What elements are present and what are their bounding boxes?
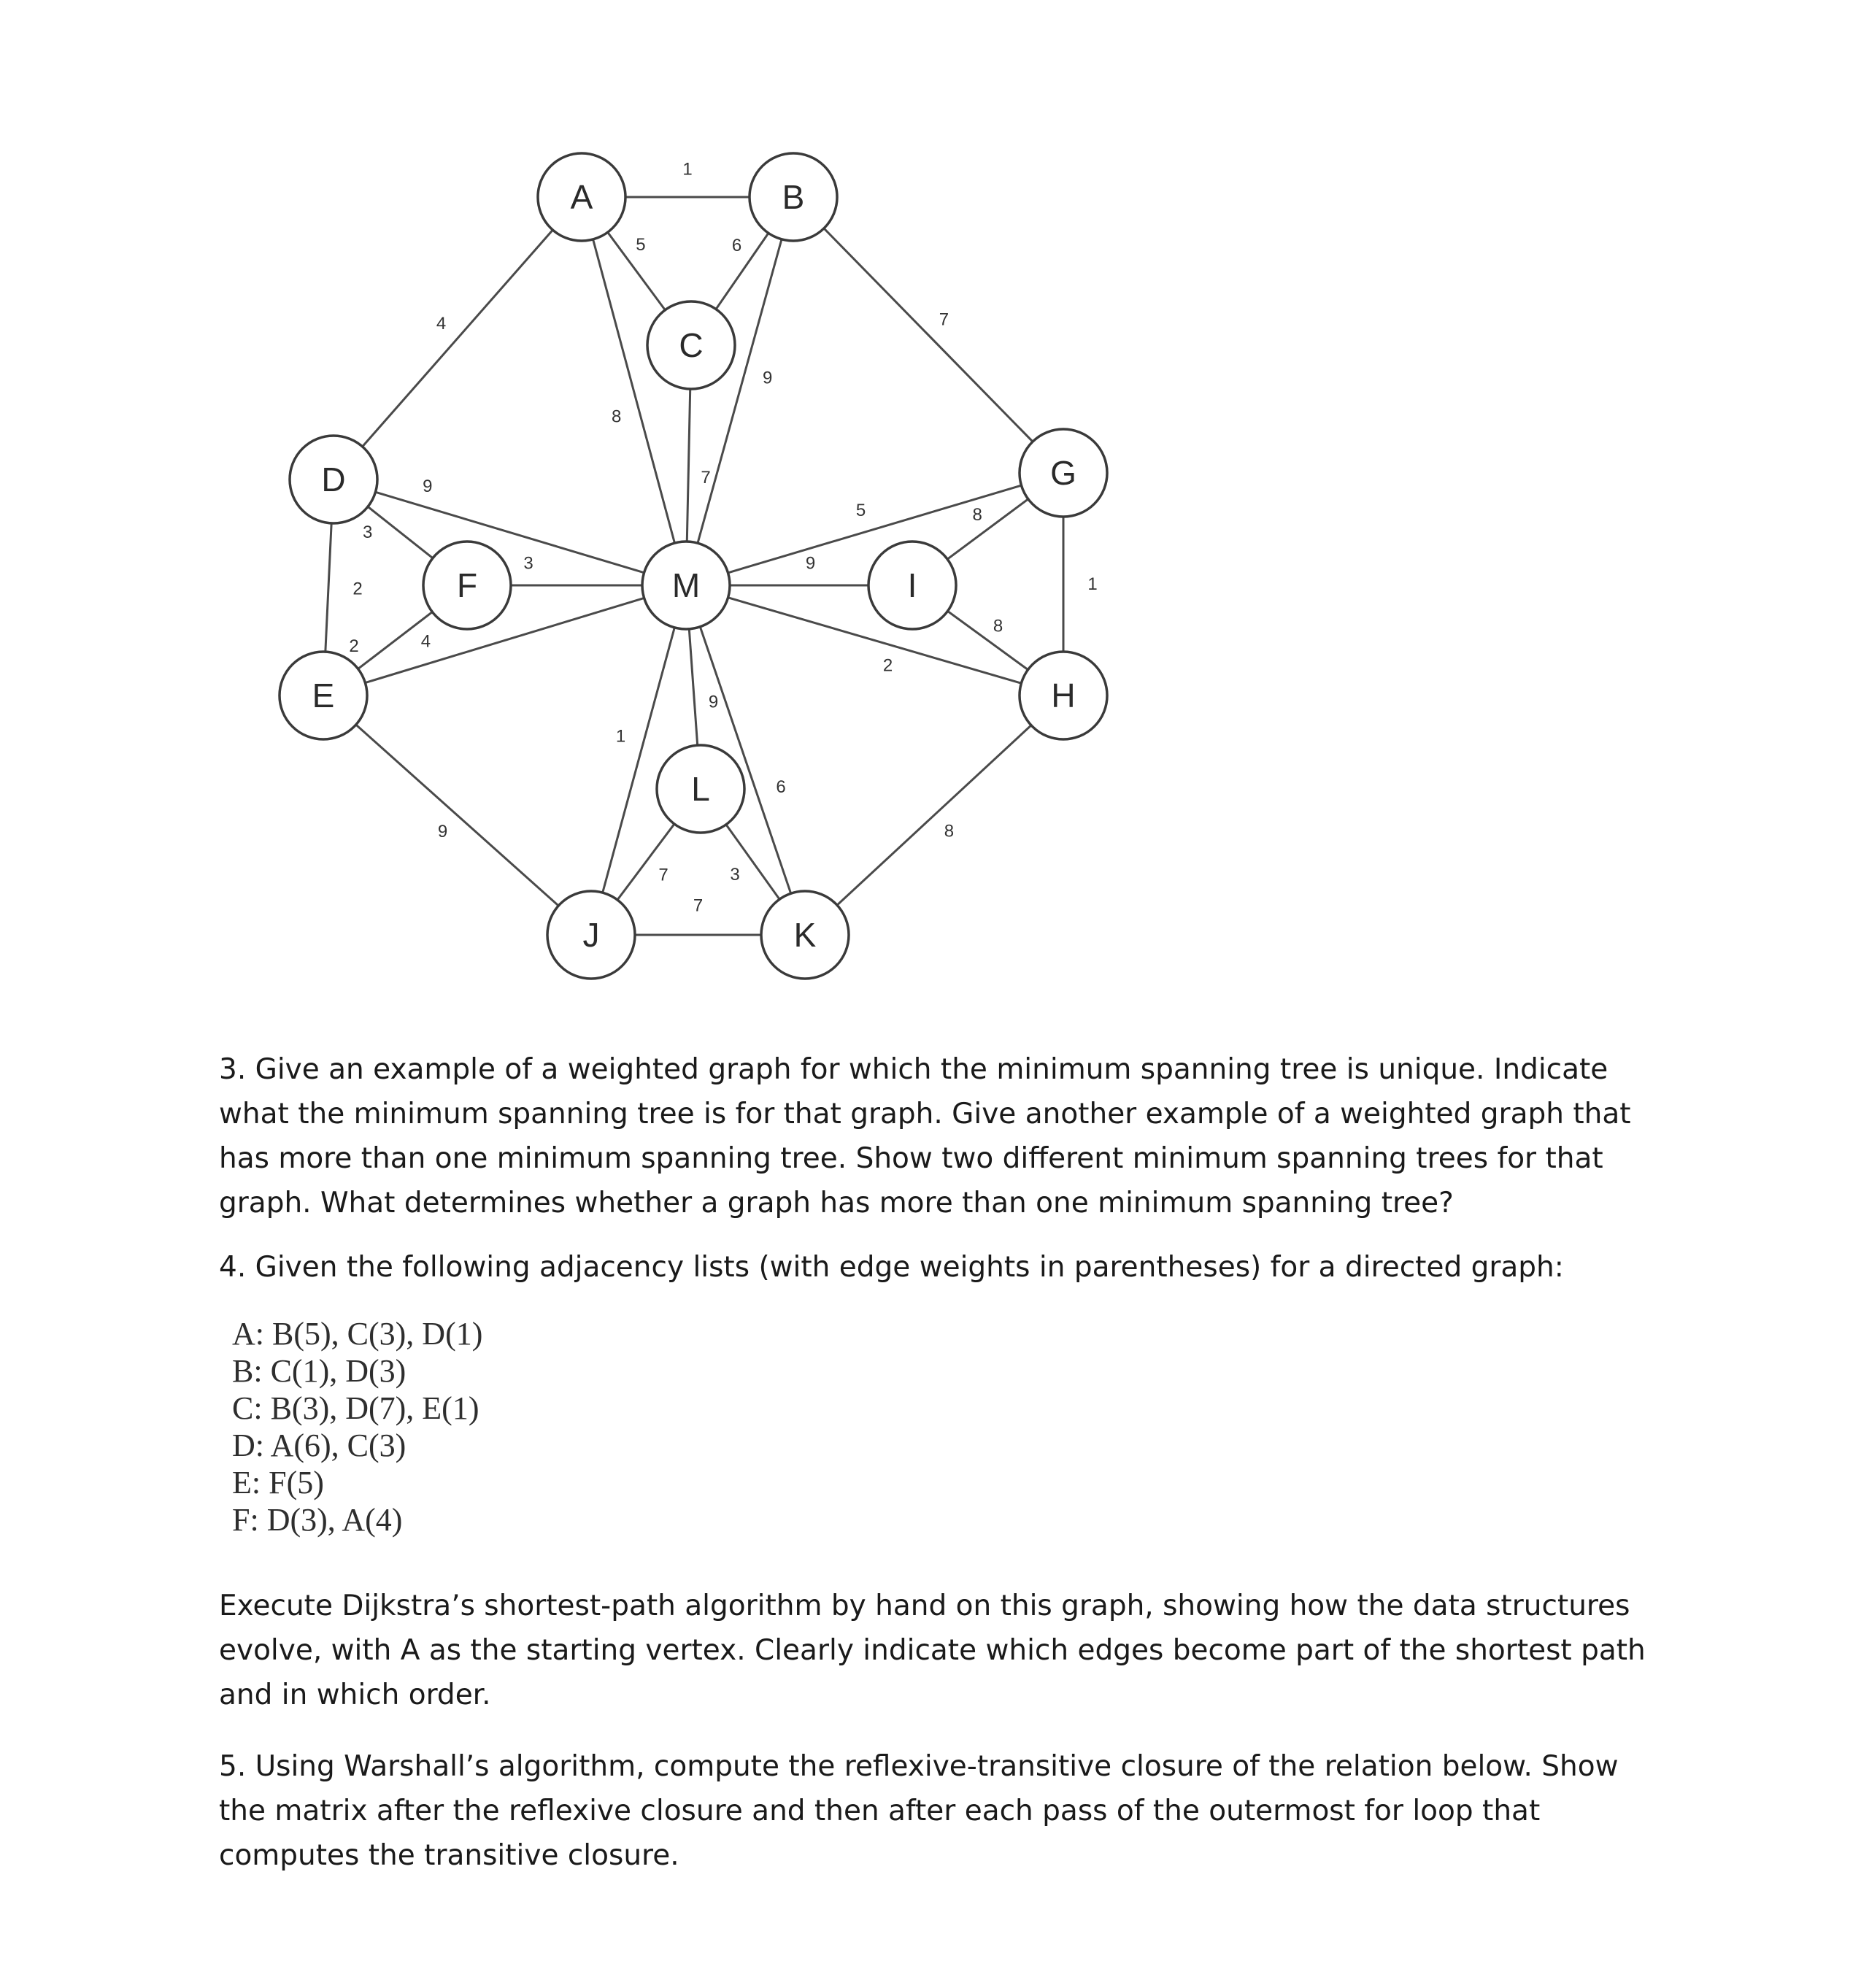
node-c xyxy=(647,301,735,389)
edge-a-d xyxy=(334,197,582,479)
weight-a-c: 5 xyxy=(636,235,646,255)
node-label-j: J xyxy=(582,916,600,954)
weight-a-b: 1 xyxy=(682,159,693,180)
adjacency-line-e: E: F(5) xyxy=(232,1465,324,1500)
weight-b-c: 6 xyxy=(731,235,742,255)
node-j xyxy=(547,891,635,979)
weight-h-k: 8 xyxy=(944,821,955,841)
node-g xyxy=(1020,429,1107,517)
node-label-d: D xyxy=(321,461,346,498)
weight-m-h: 2 xyxy=(882,655,893,676)
graph-nodes xyxy=(280,153,1107,979)
weight-c-m: 7 xyxy=(701,468,711,488)
edge-e-j xyxy=(323,696,591,935)
node-h xyxy=(1020,652,1107,739)
edge-d-m xyxy=(334,476,686,585)
node-label-a: A xyxy=(570,178,593,216)
node-label-c: C xyxy=(679,326,704,364)
node-b xyxy=(750,153,837,241)
weight-d-e: 2 xyxy=(352,579,363,599)
weight-b-m: 9 xyxy=(763,368,773,388)
adjacency-line-a: A: B(5), C(3), D(1) xyxy=(232,1316,483,1352)
weight-d-m: 9 xyxy=(423,476,433,496)
adjacency-line-d: D: A(6), C(3) xyxy=(232,1428,407,1463)
weight-m-k: 6 xyxy=(776,777,786,797)
node-label-g: G xyxy=(1050,454,1076,492)
weight-e-m: 4 xyxy=(420,631,431,652)
node-k xyxy=(761,891,849,979)
node-label-e: E xyxy=(312,677,335,714)
weight-m-g: 5 xyxy=(855,500,866,520)
node-e xyxy=(280,652,367,739)
node-label-i: I xyxy=(907,566,917,604)
edge-b-g xyxy=(793,197,1063,473)
edge-h-k xyxy=(805,696,1063,935)
node-f xyxy=(423,542,511,629)
node-a xyxy=(538,153,625,241)
question-5-text: 5. Using Warshall’s algorithm, compute the reflexive-transitive closure of the relation below. Show the matrix after the reflexive closure and then after each pass of the outermost for loop that computes the transitive closure. xyxy=(219,1750,1619,1872)
weight-l-k: 3 xyxy=(730,864,740,885)
weight-j-k: 7 xyxy=(693,895,704,916)
weight-e-j: 9 xyxy=(437,821,448,841)
node-label-k: K xyxy=(793,916,817,954)
weight-d-f: 3 xyxy=(363,523,373,543)
weight-i-h: 8 xyxy=(993,616,1003,636)
node-label-b: B xyxy=(782,178,805,216)
node-label-h: H xyxy=(1051,677,1076,714)
node-label-l: L xyxy=(691,770,710,808)
node-label-f: F xyxy=(456,566,478,604)
question-4-intro: 4. Given the following adjacency lists (with edge weights in parentheses) for a directed graph: xyxy=(219,1251,1564,1284)
weight-m-j: 1 xyxy=(615,726,626,747)
weight-l-j: 7 xyxy=(658,865,669,885)
node-l xyxy=(657,745,744,833)
weight-e-f: 2 xyxy=(349,636,359,656)
question-4-task-text: Execute Dijkstra’s shortest-path algorithm by hand on this graph, showing how the data structures evolve, with A as the starting vertex. Clearly indicate which edges become part of the shortest path and in which order. xyxy=(219,1590,1646,1711)
adjacency-line-c: C: B(3), D(7), E(1) xyxy=(232,1390,479,1426)
node-m xyxy=(642,542,730,629)
node-i xyxy=(868,542,956,629)
weight-i-g: 8 xyxy=(972,505,982,525)
adjacency-list xyxy=(232,1315,482,1538)
adjacency-line-f: F: D(3), A(4) xyxy=(232,1502,403,1538)
weight-b-g: 7 xyxy=(939,309,949,330)
node-label-m: M xyxy=(671,566,701,604)
weight-m-l: 9 xyxy=(708,692,719,712)
node-d xyxy=(290,436,377,523)
edge-a-m xyxy=(582,197,686,585)
weight-f-m: 3 xyxy=(523,553,533,574)
weighted-graph-figure xyxy=(0,0,1138,1000)
adjacency-line-b: B: C(1), D(3) xyxy=(232,1353,407,1389)
weight-m-i: 9 xyxy=(805,553,816,574)
weight-a-m: 8 xyxy=(612,407,622,427)
question-3-text: 3. Give an example of a weighted graph for which the minimum spanning tree is unique. Indicate what the minimum spanning tree is for that graph. Give another example of a weighted graph that has more than one minimum spanning tree. Show two different minimum spanning trees for that graph. What determines whether a graph has more than one minimum spanning tree? xyxy=(219,1053,1631,1220)
weight-g-h: 1 xyxy=(1087,574,1098,594)
weight-a-d: 4 xyxy=(436,314,447,334)
